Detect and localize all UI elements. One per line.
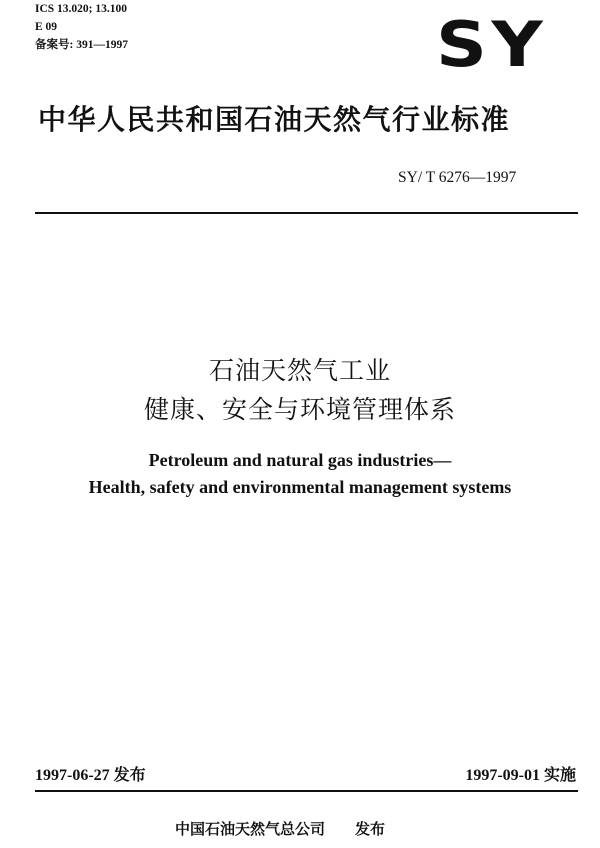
english-title-line-2: Health, safety and environmental management systems — [88, 477, 512, 497]
ics-code: ICS 13.020; 13.100 — [35, 3, 128, 15]
footer-divider — [35, 790, 578, 792]
publisher-name: 中国石油天然气总公司 — [175, 820, 326, 838]
chinese-title-line-1: 石油天然气工业 — [208, 356, 391, 385]
publisher-action: 发布 — [355, 820, 386, 838]
publisher-line — [175, 818, 385, 840]
standard-title: 中华人民共和国石油天然气行业标准 — [38, 103, 511, 136]
classification-code: E 09 — [35, 21, 58, 33]
standard-number: SY/ T 6276—1997 — [398, 169, 517, 186]
sy-logo: SY — [436, 8, 548, 81]
issue-date: 1997-06-27 发布 — [35, 767, 146, 784]
english-title-line-1: Petroleum and natural gas industries— — [148, 450, 452, 470]
chinese-title-line-2: 健康、安全与环境管理体系 — [143, 395, 456, 424]
record-number: 备案号: 391—1997 — [35, 39, 128, 51]
implementation-date: 1997-09-01 实施 — [465, 767, 576, 784]
header-divider — [35, 212, 578, 214]
